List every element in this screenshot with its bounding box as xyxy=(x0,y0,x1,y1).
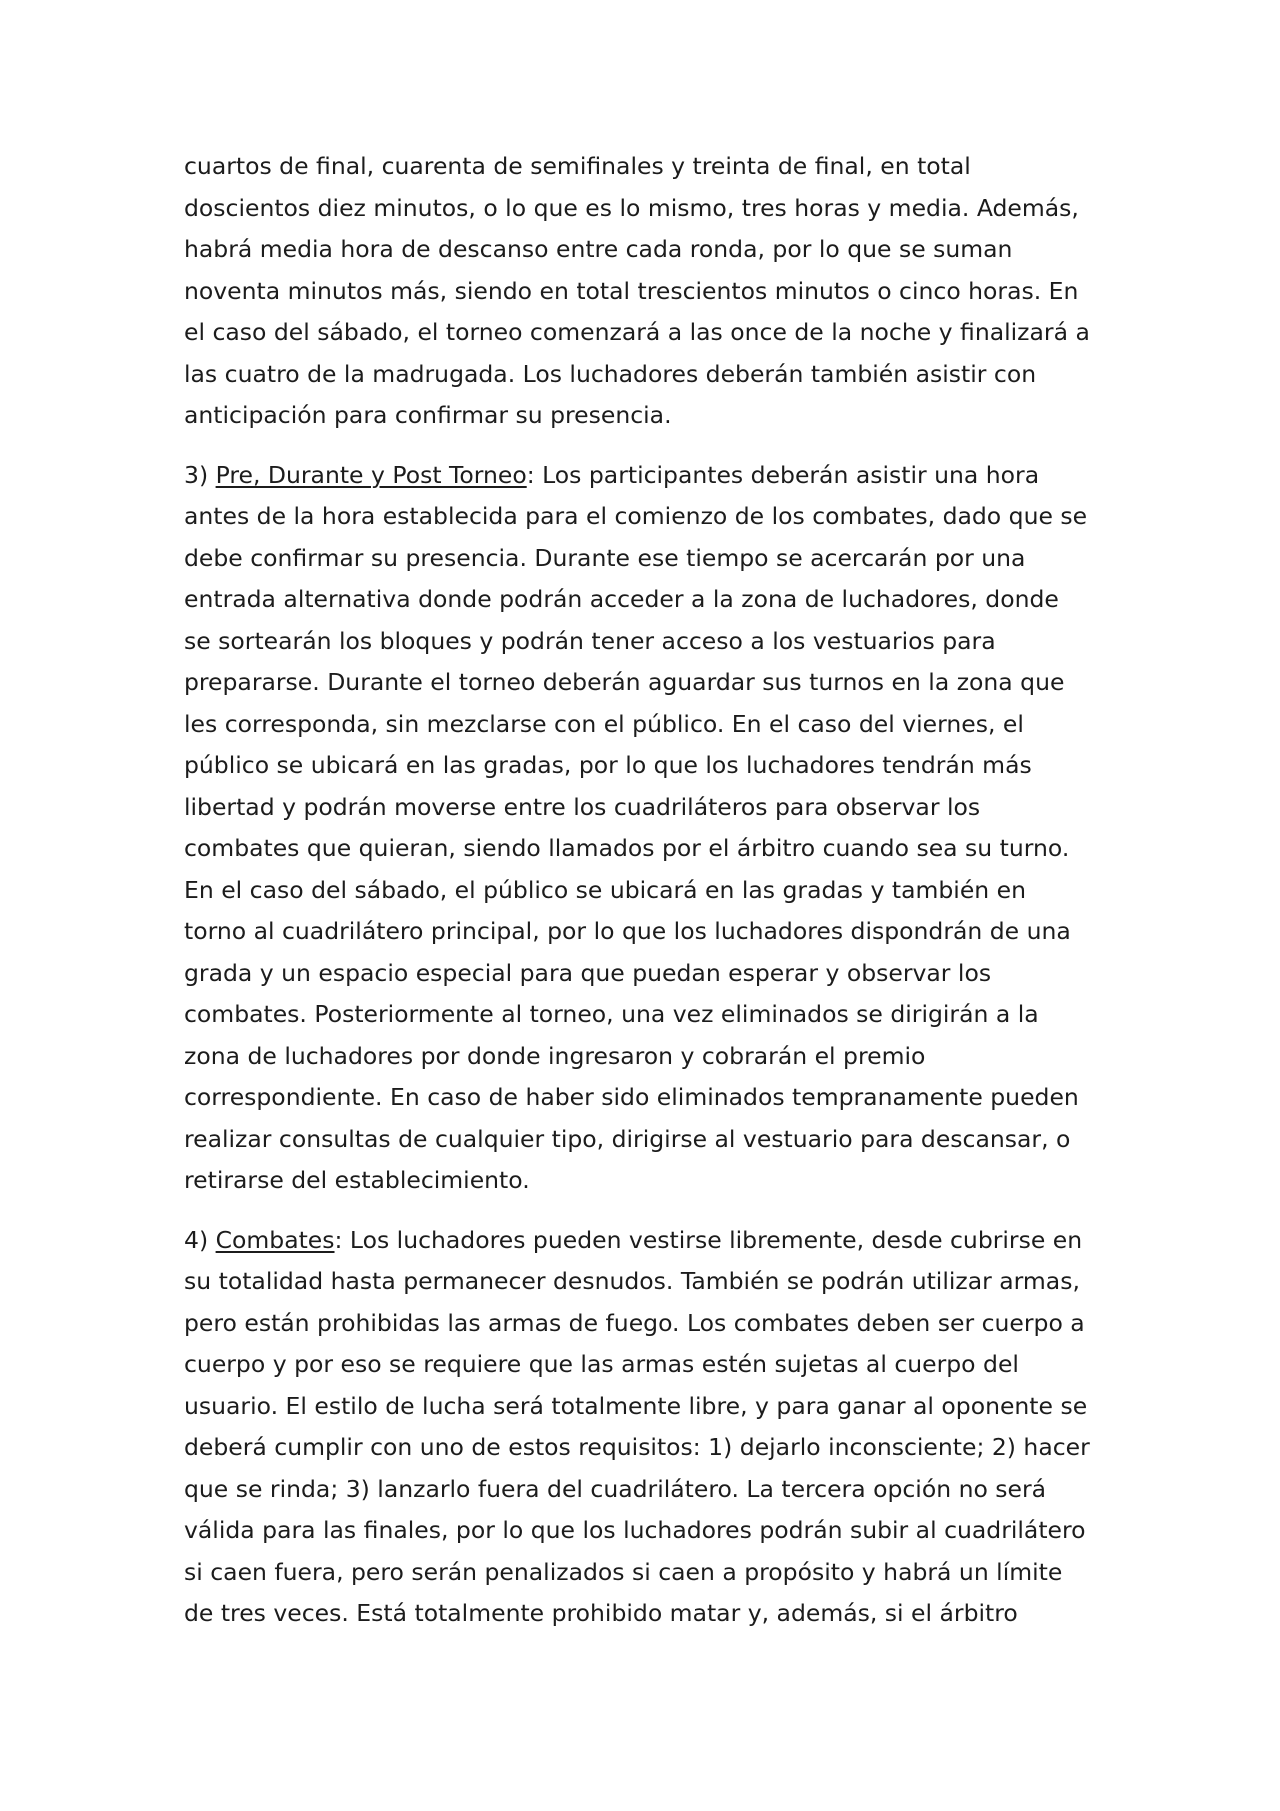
text-line: usuario. El estilo de lucha será totalmente libre, y para ganar al oponente se xyxy=(184,1391,1088,1420)
text-line: noventa minutos más, siendo en total trescientos minutos o cinco horas. En xyxy=(184,276,1079,305)
text-line: cuerpo y por eso se requiere que las armas estén sujetas al cuerpo del xyxy=(184,1350,1019,1378)
text-line: válida para las finales, por lo que los luchadores podrán subir al cuadrilátero xyxy=(184,1516,1086,1544)
text-line: se sortearán los bloques y podrán tener acceso a los vestuarios para xyxy=(184,626,996,655)
text-line: su totalidad hasta permanecer desnudos. También se podrán utilizar armas, xyxy=(184,1267,1080,1295)
document-page xyxy=(184,146,1104,1653)
text-line: correspondiente. En caso de haber sido eliminados tempranamente pueden xyxy=(184,1083,1079,1111)
text-line: habrá media hora de descanso entre cada ronda, por lo que se suman xyxy=(184,235,1013,263)
text-line: les corresponda, sin mezclarse con el público. En el caso del viernes, el xyxy=(184,709,1024,738)
text-line: las cuatro de la madrugada. Los luchadores deberán también asistir con xyxy=(184,359,1037,388)
text-line: si caen fuera, pero serán penalizados si caen a propósito y habrá un límite xyxy=(184,1557,1063,1586)
text-line: torno al cuadrilátero principal, por lo que los luchadores dispondrán de una xyxy=(184,917,1071,945)
section-number: 4) xyxy=(184,1225,216,1254)
text-line: antes de la hora establecida para el comienzo de los combates, dado que se xyxy=(184,502,1088,530)
text-line: de tres veces. Está totalmente prohibido matar y, además, si el árbitro xyxy=(184,1599,1018,1627)
text-line: combates que quieran, siendo llamados por el árbitro cuando sea su turno. xyxy=(184,834,1070,862)
section-first-line xyxy=(184,455,1104,497)
section-heading: Combates xyxy=(215,1225,335,1254)
section-first-line xyxy=(184,1220,1104,1262)
text-line: realizar consultas de cualquier tipo, dirigirse al vestuario para descansar, o xyxy=(184,1124,1071,1153)
text-line: grada y un espacio especial para que puedan esperar y observar los xyxy=(184,958,992,987)
text-line: doscientos diez minutos, o lo que es lo mismo, tres horas y media. Además, xyxy=(184,193,1079,222)
text-line: debe confirmar su presencia. Durante ese tiempo se acercarán por una xyxy=(184,543,1026,572)
text-line: público se ubicará en las gradas, por lo que los luchadores tendrán más xyxy=(184,751,1032,779)
text-line: entrada alternativa donde podrán acceder a la zona de luchadores, donde xyxy=(184,585,1059,613)
text-line: prepararse. Durante el torneo deberán aguardar sus turnos en la zona que xyxy=(184,668,1065,696)
paragraph-pre-durante-post-torneo xyxy=(184,455,1104,1202)
text-line: combates. Posteriormente al torneo, una vez eliminados se dirigirán a la xyxy=(184,1000,1039,1028)
text-line: pero están prohibidas las armas de fuego. Los combates deben ser cuerpo a xyxy=(184,1308,1085,1337)
text-line: cuartos de final, cuarenta de semifinales y treinta de final, en total xyxy=(184,152,971,180)
paragraph-schedule-continuation xyxy=(184,146,1104,437)
text-run: : Los luchadores pueden vestirse libremente, desde cubrirse en xyxy=(334,1225,1083,1254)
text-line: zona de luchadores por donde ingresaron y cobrarán el premio xyxy=(184,1041,926,1070)
section-heading: Pre, Durante y Post Torneo xyxy=(215,460,527,489)
text-line: que se rinda; 3) lanzarlo fuera del cuadrilátero. La tercera opción no será xyxy=(184,1474,1047,1503)
text-line: anticipación para confirmar su presencia. xyxy=(184,401,672,429)
text-line: retirarse del establecimiento. xyxy=(184,1166,530,1194)
section-number: 3) xyxy=(184,460,216,489)
text-run: : Los participantes deberán asistir una hora xyxy=(526,460,1040,489)
text-line: deberá cumplir con uno de estos requisitos: 1) dejarlo inconsciente; 2) hacer xyxy=(184,1433,1090,1461)
paragraph-combates xyxy=(184,1220,1104,1635)
text-line: libertad y podrán moverse entre los cuadriláteros para observar los xyxy=(184,792,981,821)
text-line: el caso del sábado, el torneo comenzará a las once de la noche y finalizará a xyxy=(184,318,1090,346)
text-line: En el caso del sábado, el público se ubicará en las gradas y también en xyxy=(184,875,1027,904)
